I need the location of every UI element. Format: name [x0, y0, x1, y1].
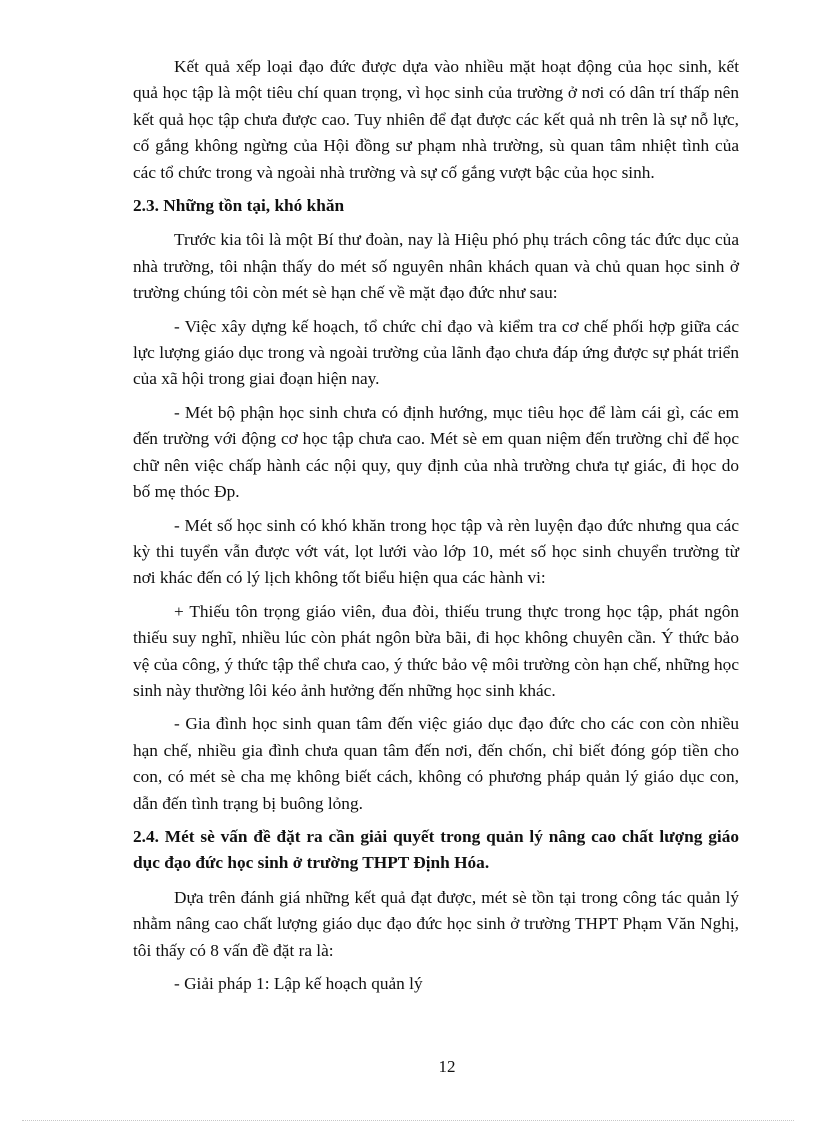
paragraph-2-4-solution-1: - Giải pháp 1: Lập kế hoạch quản lý: [174, 974, 423, 993]
paragraph-2-3-item-3: - Mét số học sinh có khó khăn trong học tập và rèn luyện đạo đức nhưng qua các kỳ thi tuyển vẫn được vớt vát, lọt lưới vào lớp 10, mét số học sinh chuyển trường từ nơi khác đến có lý lịch không tốt biểu hiện qua các hành vi:: [133, 515, 739, 588]
heading-2-4: 2.4. Mét sè vấn đề đặt ra cần giải quyết trong quản lý nâng cao chất lượng giáo dục đạo đức học sinh ở trường THPT Định Hóa.: [133, 826, 739, 873]
paragraph-2-3-intro: Trước kia tôi là một Bí thư đoàn, nay là Hiệu phó phụ trách công tác đức dục của nhà trường, tôi nhận thấy do mét số nguyên nhân khách quan và chủ quan học sinh ở trường chúng tôi còn mét sè hạn chế về mặt đạo đức như sau:: [133, 230, 739, 303]
paragraph-2-3-subitem: + Thiếu tôn trọng giáo viên, đua đòi, thiếu trung thực trong học tập, phát ngôn thiếu suy nghĩ, nhiều lúc còn phát ngôn bừa bãi, đi học không chuyên cần. Ý thức bảo vệ của công, ý thức tập thể chưa cao, ý thức bảo vệ môi trường còn hạn chế, những học sinh này thường lôi kéo ảnh hưởng đến những học sinh khác.: [133, 601, 739, 700]
paragraph-results: Kết quả xếp loại đạo đức được dựa vào nhiều mặt hoạt động của học sinh, kết quả học tập là một tiêu chí quan trọng, vì học sinh của trường ở nơi có dân trí thấp nên kết quả học tập chưa được cao. Tuy nhiên để đạt được các kết quả nh trên là sự nỗ lực, cố gắng không ngừng của Hội đồng sư phạm nhà trường, sù quan tâm nhiệt tình của các tổ chức trong và ngoài nhà trường và sự cố gắng vượt bậc của học sinh.: [133, 57, 739, 182]
page-number: 12: [438, 1057, 456, 1076]
page-divider: [22, 1120, 794, 1121]
paragraph-2-3-item-4: - Gia đình học sinh quan tâm đến việc giáo dục đạo đức cho các con còn nhiều hạn chế, nhiều gia đình chưa quan tâm đến nơi, đến chốn, chỉ biết đóng góp tiền cho con, có mét sè cha mẹ không biết cách, không có phương pháp quản lý giáo dục con, dẫn đến tình trạng bị buông lỏng.: [133, 714, 739, 813]
paragraph-2-3-item-1: - Việc xây dựng kế hoạch, tổ chức chỉ đạo và kiểm tra cơ chế phối hợp giữa các lực lượng giáo dục trong và ngoài trường của lãnh đạo chưa đáp ứng được sự phát triển của xã hội trong giai đoạn hiện nay.: [133, 316, 739, 389]
paragraph-2-4-intro: Dựa trên đánh giá những kết quả đạt được, mét sè tồn tại trong công tác quản lý nhằm nâng cao chất lượng giáo dục đạo đức học sinh ở trường THPT Phạm Văn Nghị, tôi thấy có 8 vấn đề đặt ra là:: [133, 887, 739, 960]
heading-2-3: 2.3. Những tồn tại, khó khăn: [133, 196, 345, 216]
paragraph-2-3-item-2: - Mét bộ phận học sinh chưa có định hướng, mục tiêu học để làm cái gì, các em đến trường với động cơ học tập chưa cao. Mét sè em quan niệm đến trường chỉ để học chữ nên việc chấp hành các nội quy, quy định của nhà trường chưa tự giác, đi học do bố mẹ thóc Đp.: [133, 402, 739, 502]
document-page: [133, 54, 739, 1004]
